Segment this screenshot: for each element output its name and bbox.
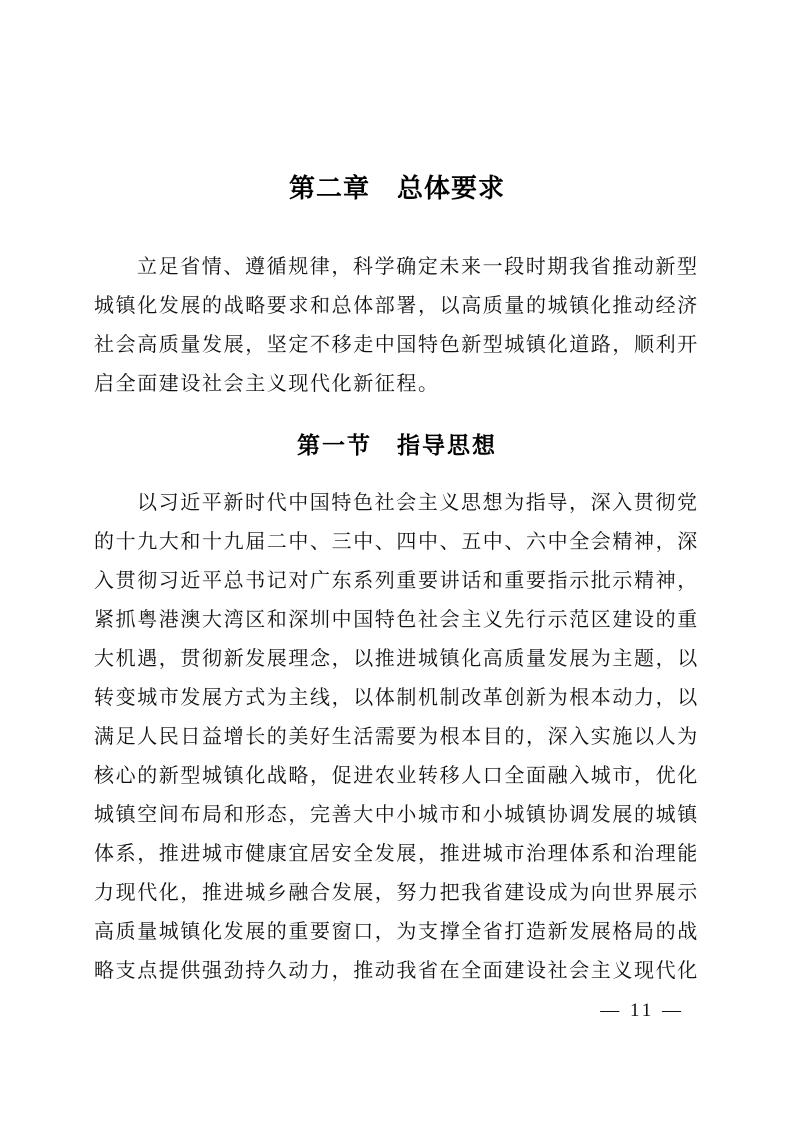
body-line: 力现代化，推进城乡融合发展，努力把我省建设成为向世界展示	[94, 882, 699, 904]
intro-paragraph	[94, 248, 700, 404]
body-line: 满足人民日益增长的美好生活需要为根本目的，深入实施以人为	[94, 726, 699, 748]
body-line: 紧抓粤港澳大湾区和深圳中国特色社会主义先行示范区建设的重	[94, 609, 699, 631]
section-heading: 第一节 指导思想	[297, 432, 497, 458]
body-line: 的十九大和十九届二中、三中、四中、五中、六中全会精神，深	[94, 531, 699, 553]
page-number: — 11 —	[600, 1000, 684, 1021]
body-line: 核心的新型城镇化战略，促进农业转移人口全面融入城市，优化	[94, 765, 699, 787]
body-line: 体系，推进城市健康宜居安全发展，推进城市治理体系和治理能	[94, 843, 699, 865]
body-line: 大机遇，贯彻新发展理念，以推进城镇化高质量发展为主题，以	[94, 648, 699, 670]
body-line: 略支点提供强劲持久动力，推动我省在全面建设社会主义现代化	[94, 960, 699, 982]
intro-line: 立足省情、遵循规律，科学确定未来一段时期我省推动新型	[137, 256, 699, 278]
body-line: 转变城市发展方式为主线，以体制机制改革创新为根本动力，以	[94, 687, 699, 709]
body-line: 高质量城镇化发展的重要窗口，为支撑全省打造新发展格局的战	[94, 921, 699, 943]
chapter-title: 第二章 总体要求	[288, 173, 505, 203]
body-line: 城镇空间布局和形态，完善大中小城市和小城镇协调发展的城镇	[94, 804, 699, 826]
intro-line: 启全面建设社会主义现代化新征程。	[94, 373, 440, 395]
intro-line: 城镇化发展的战略要求和总体部署，以高质量的城镇化推动经济	[94, 295, 699, 317]
guiding-ideology-paragraph	[94, 484, 700, 991]
body-line: 以习近平新时代中国特色社会主义思想为指导，深入贯彻党	[137, 492, 699, 514]
body-line: 入贯彻习近平总书记对广东系列重要讲话和重要指示批示精神，	[94, 570, 699, 592]
intro-line: 社会高质量发展，坚定不移走中国特色新型城镇化道路，顺利开	[94, 334, 699, 356]
